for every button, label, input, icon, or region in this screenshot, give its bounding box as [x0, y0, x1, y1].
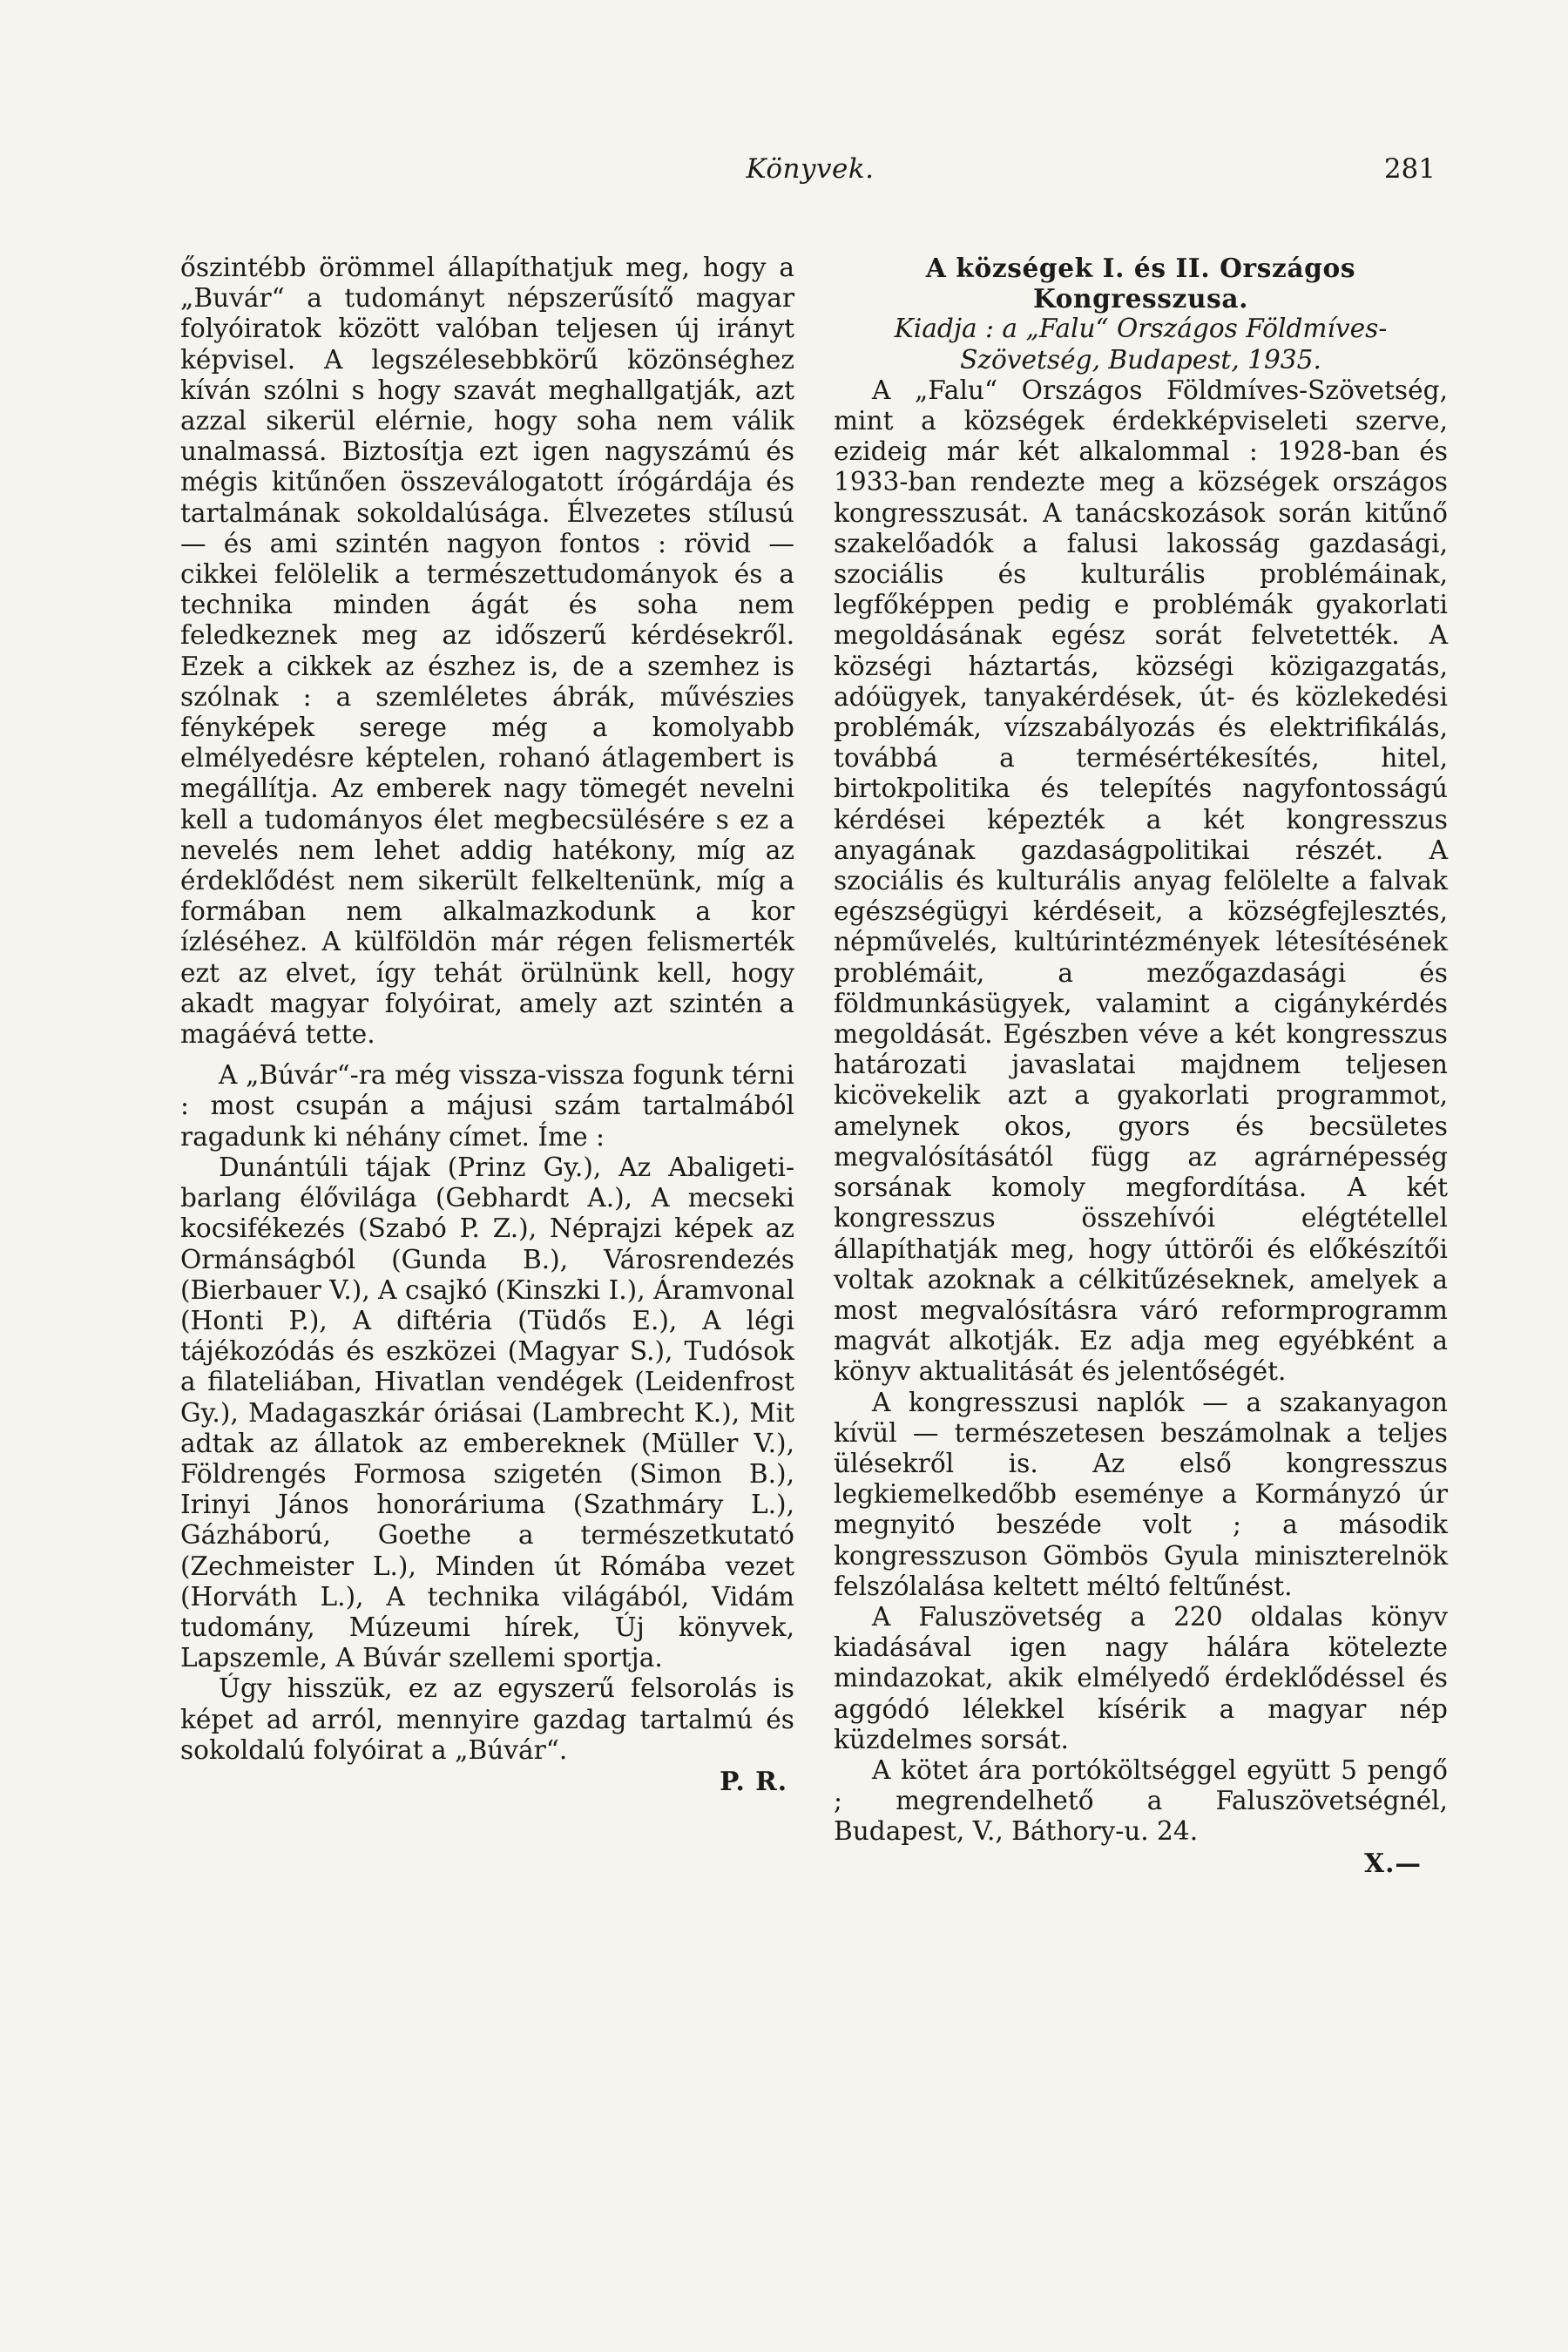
publisher-line: Kiadja : a „Falu“ Országos Földmíves-Szövetség, Budapest, 1935.: [894, 314, 1388, 375]
body-paragraph: A kötet ára portóköltséggel együtt 5 pengő ; megrendelhető a Faluszövetségnél, Budapest, V., Báthory-u. 24.: [834, 1754, 1448, 1847]
body-paragraph: őszintébb örömmel állapíthatjuk meg, hogy a „Buvár“ a tudományt népszerűsítő magyar folyóiratok között valóban teljesen új irányt képvisel. A legszélesebbkörű közönséghez kíván szólni s hogy szavát meghallgatják, azt azzal sikerül elérnie, hogy soha nem válik unalmassá. Biztosítja ezt igen nagyszámú és mégis kitűnően összeválogatott írógárdája és tartalmának sokoldalúsága. Élvezetes stílusú — és ami szintén nagyon fontos : rövid — cikkei felölelik a természettudományok és a technika minden ágát és soha nem feledkeznek meg az időszerű kérdésekről. Ezek a cikkek az észhez is, de a szemhez is szólnak : a szemléletes ábrák, művészies fényképek serege még a komolyabb elmélyedésre képtelen, rohanó átlagembert is megállítja. Az emberek nagy tömegét nevelni kell a tudományos élet megbecsülésére s ez a nevelés nem lehet addig hatékony, míg az érdeklődést nem sikerült felkeltenünk, míg a formában nem alkalmazkodunk a kor ízléséhez. A külföldön már régen felismerték ezt az elvet, így tehát örülnünk kell, hogy akadt magyar folyóirat, amely azt szintén a magáévá tette.: [180, 253, 794, 1050]
body-paragraph: A „Búvár“-ra még vissza-vissza fogunk térni : most csupán a májusi szám tartalmából ragadunk ki néhány címet. Íme :: [180, 1060, 794, 1152]
review-signature: P. R.: [720, 1765, 787, 1796]
review-heading: A községek I. és II. Országos Kongresszusa.: [925, 253, 1356, 314]
right-column: [834, 253, 1448, 1878]
body-paragraph: Úgy hisszük, ez az egyszerű felsorolás is képet ad arról, mennyire gazdag tartalmú és sokoldalú folyóirat a „Búvár“.: [180, 1673, 794, 1765]
running-header: [174, 153, 1446, 197]
contents-list-paragraph: Dunántúli tájak (Prinz Gy.), Az Abaligeti-barlang élővilága (Gebhardt A.), A mecseki kocsifékezés (Szabó P. Z.), Néprajzi képek az Ormánságból (Gunda B.), Városrendezés (Bierbauer V.), A csajkó (Kinszki I.), Áramvonal (Honti P.), A diftéria (Tüdős E.), A légi tájékozódás és eszközei (Magyar S.), Tudósok a filateliában, Hivatlan vendégek (Leidenfrost Gy.), Madagaszkár óriásai (Lambrecht K.), Mit adtak az állatok az embereknek (Müller V.), Földrengés Formosa szigetén (Simon B.), Irinyi János honoráriuma (Szathmáry L.), Gázháború, Goethe a természetkutató (Zechmeister L.), Minden út Rómába vezet (Horváth L.), A technika világából, Vidám tudomány, Múzeumi hírek, Új könyvek, Lapszemle, A Búvár szellemi sportja.: [180, 1152, 794, 1673]
body-paragraph: A Faluszövetség a 220 oldalas könyv kiadásával igen nagy hálára kötelezte mindazokat, akik elmélyedő érdeklődéssel és aggódó lélekkel kísérik a magyar nép küzdelmes sorsát.: [834, 1601, 1448, 1754]
running-title: Könyvek.: [746, 153, 875, 185]
body-paragraph: A „Falu“ Országos Földmíves-Szövetség, mint a községek érdekképviseleti szerve, ezideig már két alkalommal : 1928-ban és 1933-ban rendezte meg a községek országos kongresszusát. A tanácskozások során kitűnő szakelőadók a falusi lakosság gazdasági, szociális és kulturális problémáinak, legfőképpen pedig e problémák gyakorlati megoldásának egész sorát felvetették. A községi háztartás, községi közigazgatás, adóügyek, tanyakérdések, út- és közlekedési problémák, vízszabályozás és elektrifikálás, továbbá a termésértékesítés, hitel, birtokpolitika és telepítés nagyfontosságú kérdései képezték a két kongresszus anyagának gazdaságpolitikai részét. A szociális és kulturális anyag felölelte a falvak egészségügyi kérdéseit, a községfejlesztés, népművelés, kultúrintézmények létesítésének problémáit, a mezőgazdasági és földmunkásügyek, valamint a cigánykérdés megoldását. Egészben véve a két kongresszus határozati javaslatai majdnem teljesen kicövekelik azt a gyakorlati programmot, amelynek okos, gyors és becsületes megvalósításától függ az agrárnépesség sorsának komoly megfordítása. A két kongresszus összehívói elégtétellel állapíthatják meg, hogy úttörői és előkészítői voltak azoknak a célkitűzéseknek, amelyek a most megvalósításra váró reformprogramm magvát alkotják. Ez adja meg egyébként a könyv aktualitását és jelentőségét.: [834, 375, 1448, 1387]
left-column: [180, 253, 794, 1796]
page-number: 281: [1383, 153, 1436, 185]
review-signature: X.—: [1364, 1847, 1422, 1878]
body-paragraph: A kongresszusi naplók — a szakanyagon kívül — természetesen beszámolnak a teljes ülésekről is. Az első kongresszus legkiemelkedőbb eseménye a Kormányzó úr megnyitó beszéde volt ; a második kongresszuson Gömbös Gyula miniszterelnök felszólalása keltett méltó feltűnést.: [834, 1387, 1448, 1601]
